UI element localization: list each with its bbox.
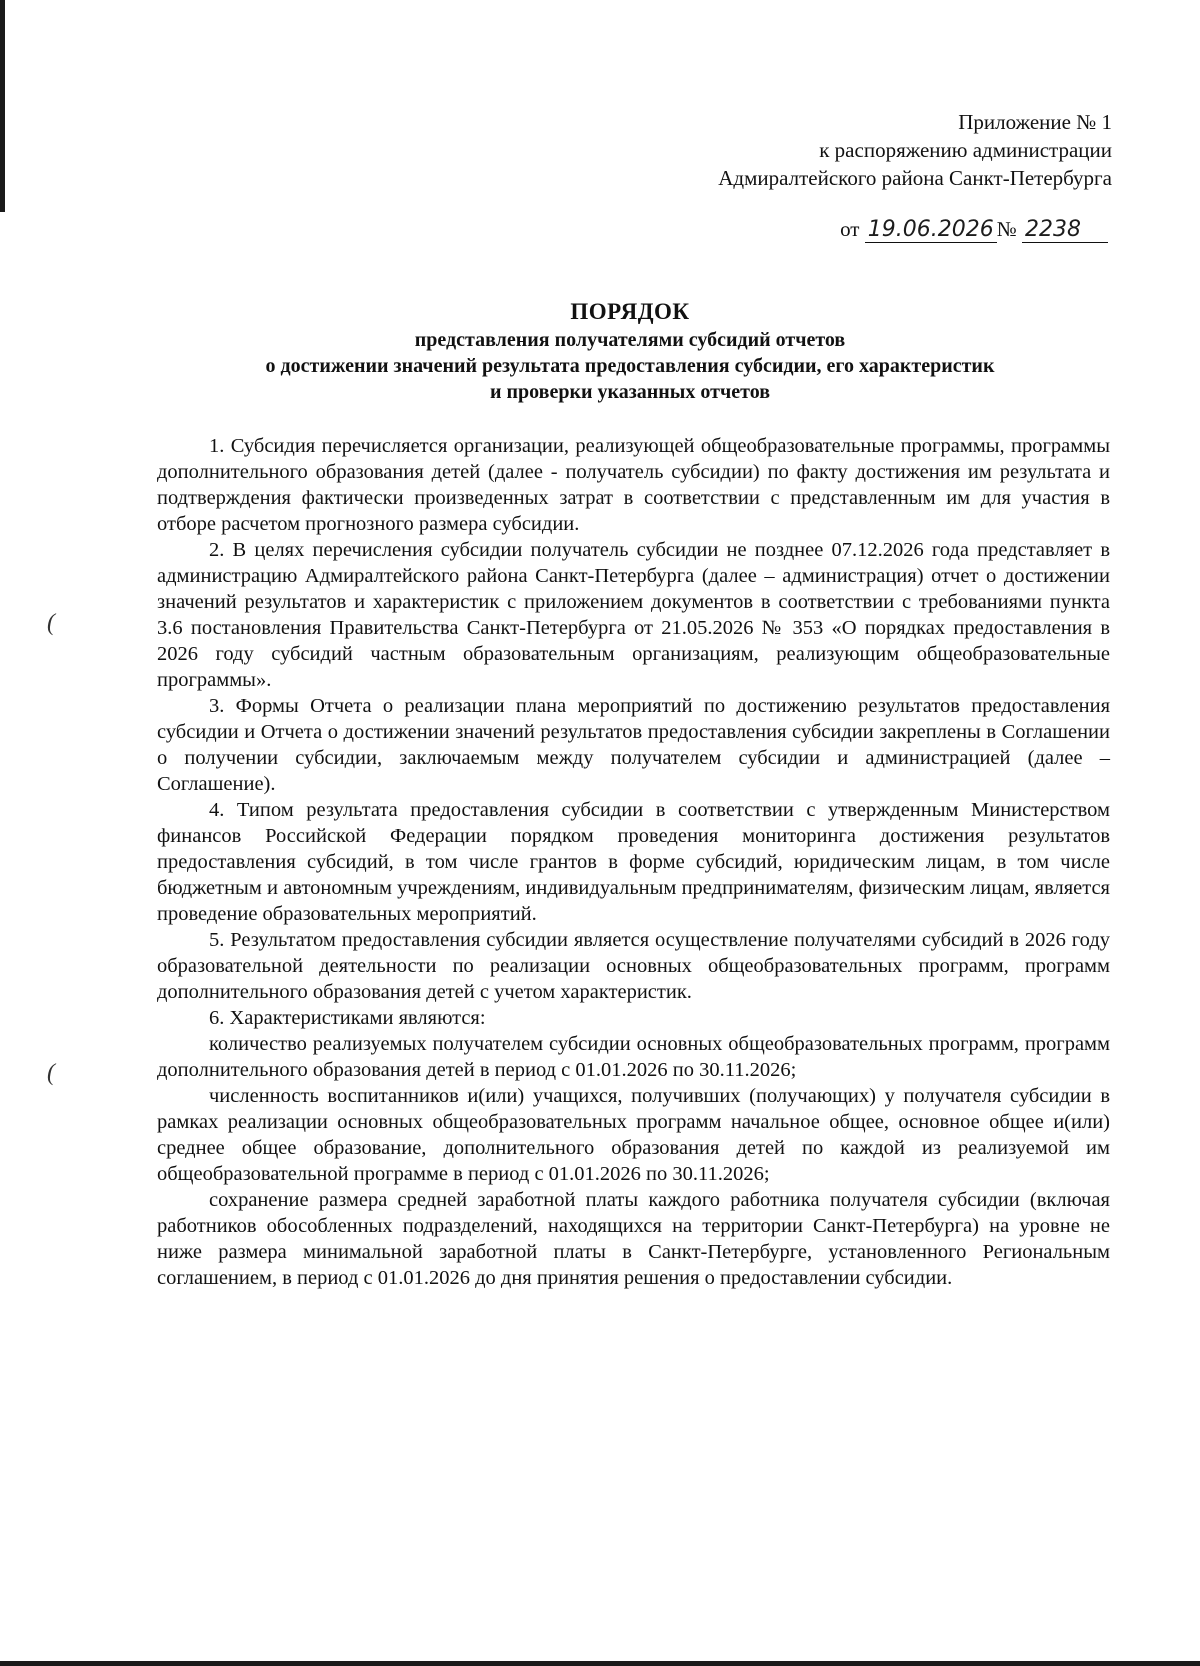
paragraph-7: количество реализуемых получателем субсидии основных общеобразовательных программ, программ дополнительного образования детей в период с 01.01.2026 по 30.11.2026; bbox=[157, 1033, 1110, 1081]
document-body bbox=[157, 433, 1110, 1291]
title-main: ПОРЯДОК bbox=[570, 299, 690, 324]
appendix-line-2: к распоряжению администрации bbox=[819, 138, 1112, 162]
paragraph-6: 6. Характеристиками являются: bbox=[209, 1007, 486, 1029]
scan-left-edge bbox=[0, 0, 5, 212]
margin-mark-1: ( bbox=[47, 610, 55, 636]
paragraph-1: 1. Субсидия перечисляется организации, реализующей общеобразовательные программы, программы дополнительного образования детей (далее - получатель субсидии) по факту достижения им результата и подтверждения фактически произведенных затрат в соответствии с представленным им для участия в отборе расчетом прогнозного размера субсидии. bbox=[157, 435, 1110, 535]
paragraph-5: 5. Результатом предоставления субсидии является осуществление получателями субсидий в 2026 году образовательной деятельности по реализации основных общеобразовательных программ, программ дополнительного образования детей с учетом характеристик. bbox=[157, 929, 1110, 1003]
order-date-line bbox=[840, 215, 1108, 243]
title-sub-line-2: о достижении значений результата предоставления субсидии, его характеристик bbox=[265, 355, 995, 377]
document-title bbox=[150, 297, 1110, 405]
margin-mark-2: ( bbox=[47, 1060, 55, 1086]
paragraph-3: 3. Формы Отчета о реализации плана мероприятий по достижению результатов предоставления субсидии и Отчета о достижении значений результатов предоставления субсидии закреплены в Соглашении о получении субсидии, заключаемым между получателем субсидии и администрацией (далее – Соглашение). bbox=[157, 695, 1110, 795]
title-sub-line-1: представления получателями субсидий отчетов bbox=[414, 329, 846, 351]
title-sub-line-3: и проверки указанных отчетов bbox=[489, 381, 771, 403]
handwritten-number: 2238 bbox=[1022, 218, 1108, 243]
handwritten-date: 19.06.2026 bbox=[865, 218, 997, 243]
paragraph-8: численность воспитанников и(или) учащихся, получивших (получающих) у получателя субсидии в рамках реализации основных общеобразовательных программ начальное общее, основное общее и(или) среднее общее образование, дополнительного образования детей по каждой из реализуемой им общеобразовательной программе в период с 01.01.2026 по 30.11.2026; bbox=[157, 1085, 1110, 1185]
appendix-line-3: Адмиралтейского района Санкт-Петербурга bbox=[718, 166, 1112, 190]
appendix-line-1: Приложение № 1 bbox=[958, 110, 1112, 134]
paragraph-4: 4. Типом результата предоставления субсидии в соответствии с утвержденным Министерством финансов Российской Федерации порядком проведения мониторинга достижения результатов предоставления субсидий, в том числе грантов в форме субсидий, юридическим лицам, в том числе бюджетным и автономным учреждениям, индивидуальным предпринимателям, физическим лицам, является проведение образовательных мероприятий. bbox=[157, 799, 1110, 925]
number-sign: № bbox=[996, 217, 1017, 241]
scan-bottom-edge bbox=[0, 1661, 1200, 1666]
paragraph-2: 2. В целях перечисления субсидии получатель субсидии не позднее 07.12.2026 года представляет в администрацию Адмиралтейского района Санкт-Петербурга (далее – администрация) отчет о достижении значений результатов и характеристик с приложением документов в соответствии с требованиями пункта 3.6 постановления Правительства Санкт-Петербурга от 21.05.2026 № 353 «О порядках предоставления в 2026 году субсидий частным образовательным организациям, реализующим общеобразовательные программы». bbox=[157, 539, 1110, 691]
paragraph-9: сохранение размера средней заработной платы каждого работника получателя субсидии (включая работников обособленных подразделений, находящихся на территории Санкт-Петербурга) на уровне не ниже размера минимальной заработной платы в Санкт-Петербурге, установленного Региональным соглашением, в период с 01.01.2026 до дня принятия решения о предоставлении субсидии. bbox=[157, 1189, 1110, 1289]
date-prefix: от bbox=[840, 217, 860, 241]
appendix-header bbox=[718, 108, 1112, 192]
